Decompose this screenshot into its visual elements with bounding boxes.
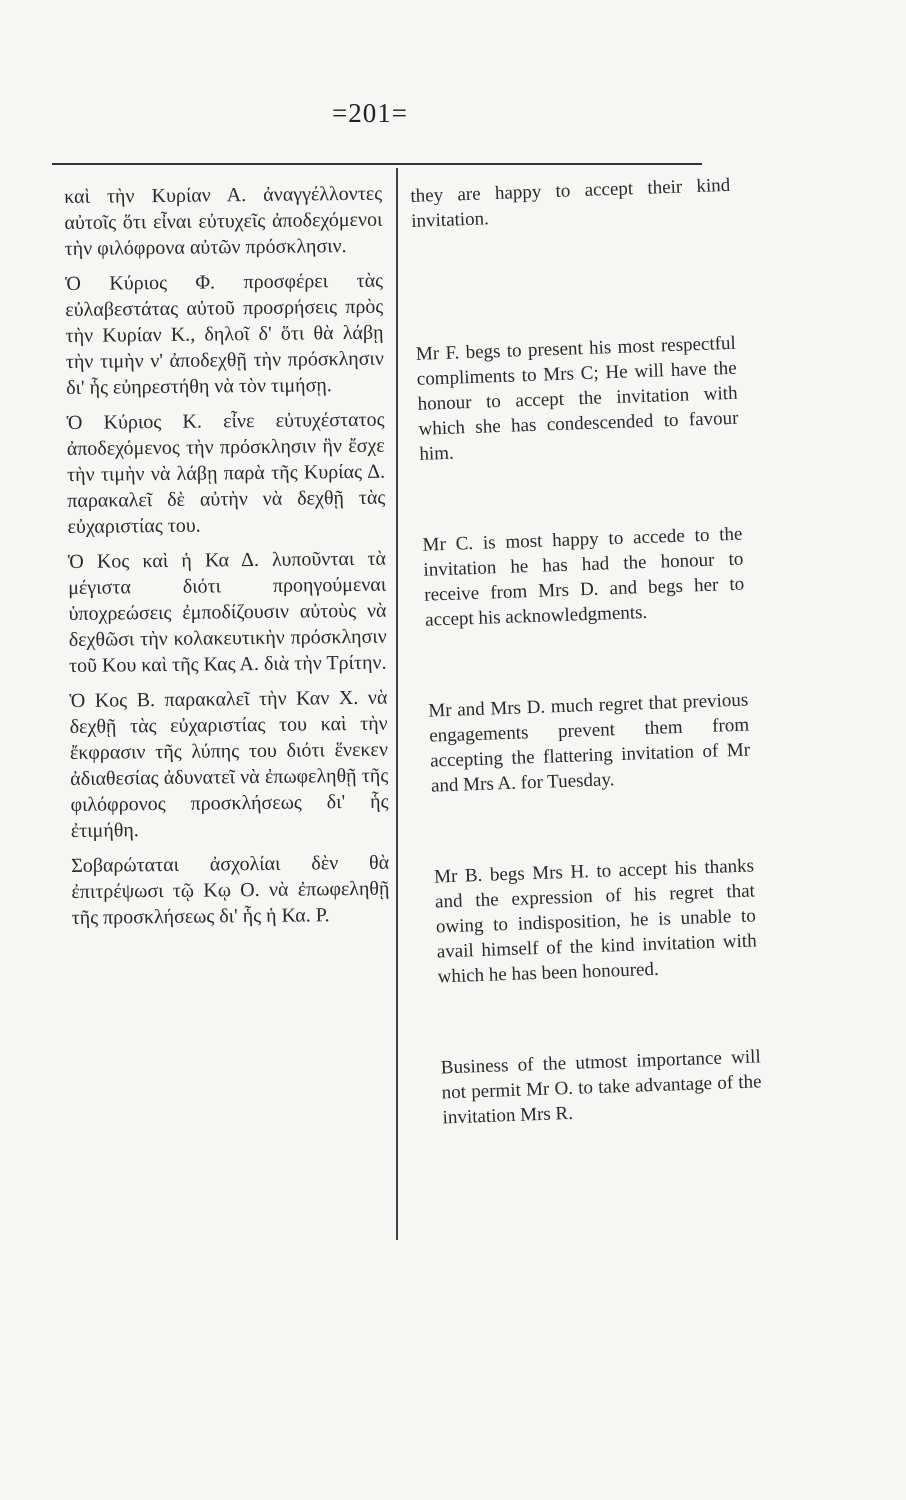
english-column: [410, 173, 763, 1131]
header-rule: [52, 163, 702, 165]
column-divider: [396, 168, 398, 1240]
greek-column: [64, 181, 390, 931]
english-paragraph: they are happy to accept their kind invitation.: [410, 174, 731, 232]
greek-paragraph: Ὁ Κύριος Κ. εἶνε εὐτυχέστατος ἀποδεχόμενος τὴν πρόσκλησιν ἣν ἔσχε τὴν τιμὴν νὰ λάβῃ παρὰ τῆς Κυρίας Δ. παρακαλεῖ δὲ αὐτὴν νὰ δεχθῇ τὰς εὐχαριστίας του.: [66, 408, 386, 538]
greek-paragraph: Σοβαρώταται ἀσχολίαι δὲν θὰ ἐπιτρέψωσι τῷ Κῳ Ο. νὰ ἐπωφεληθῇ τῆς προσκλήσεως δι' ἧς ἡ Κα. Ρ.: [71, 851, 390, 929]
english-paragraph: Mr and Mrs D. much regret that previous engagements prevent them from accepting the flattering invitation of Mr and Mrs A. for Tuesday.: [428, 689, 751, 797]
english-paragraph: Business of the utmost importance will not permit Mr O. to take advantage of the invitation Mrs R.: [440, 1046, 762, 1129]
english-paragraph: Mr F. begs to present his most respectful compliments to Mrs C; He will have the honour to accept the invitation with which she has condescended to favour him.: [415, 332, 739, 465]
page-number: =201=: [332, 98, 408, 128]
greek-paragraph: καὶ τὴν Κυρίαν Α. ἀναγγέλλοντες αὐτοῖς ὅτι εἶναι εὐτυχεῖς ἀποδεχόμενοι τὴν φιλόφρονα αὐτῶν πρόσκλησιν.: [64, 182, 383, 260]
greek-paragraph: Ὁ Κος καὶ ἡ Κα Δ. λυποῦνται τὰ μέγιστα διότι προηγούμεναι ὑποχρεώσεις ἐμποδίζουσιν αὐτοὺς νὰ δεχθῶσι τὴν κολακευτικὴν πρόσκλησιν τοῦ Κου καὶ τῆς Κας Α. διὰ τὴν Τρίτην.: [67, 547, 387, 677]
english-paragraph: Mr B. begs Mrs H. to accept his thanks and the expression of his regret that owing to indisposition, he is unable to avail himself of the kind invitation with which he has been honoured.: [433, 855, 757, 988]
greek-paragraph: Ὁ Κύριος Φ. προσφέρει τὰς εὐλαβεστάτας αὐτοῦ προσρήσεις πρὸς τὴν Κυρίαν Κ., δηλοῖ δ' ὅτι θὰ λάβῃ τὴν τιμὴν ν' ἀποδεχθῇ τὴν πρόσκλησιν δι' ἧς εὐηρεστήθη νὰ τὸν τιμήσῃ.: [64, 269, 384, 399]
greek-paragraph: Ὁ Κος Β. παρακαλεῖ τὴν Καν Χ. νὰ δεχθῇ τὰς εὐχαριστίας του καὶ τὴν ἔκφρασιν τῆς λύπης του διότι ἕνεκεν ἀδιαθεσίας ἀδυνατεῖ νὰ ἐπωφεληθῇ τῆς φιλόφρονος προσκλήσεως δι' ἧς ἐτιμήθη.: [69, 686, 389, 842]
english-paragraph: Mr C. is most happy to accede to the invitation he has had the honour to receive from Mrs D. and begs her to accept his acknowledgments.: [422, 523, 745, 631]
